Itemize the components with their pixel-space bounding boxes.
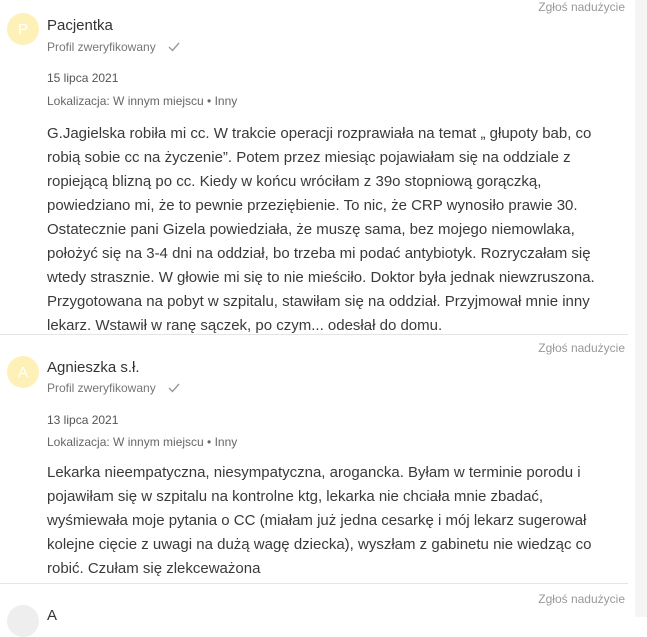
verified-profile xyxy=(47,40,180,54)
review-text-line: wyśmiewała moje pytania o CC (miałam już jedna cesarkę i mój lekarz sugerował xyxy=(47,512,587,529)
review-text-line: Przygotowana na pobyt w szpitalu, stawiłam się na oddział. Przyjmował mnie inny xyxy=(47,293,590,310)
verified-label: Profil zweryfikowany xyxy=(47,40,156,54)
review-text-line: robią sobie cc na życzenie”. Potem przez miesiąc pojawiałam się na oddziale z xyxy=(47,149,571,166)
report-abuse-link[interactable]: Zgłoś nadużycie xyxy=(538,0,625,14)
author-name[interactable]: Agnieszka s.ł. xyxy=(47,359,140,376)
review-text-line: lekarz. Wstawił w ranę sączek, po czym... odesłał do domu. xyxy=(47,317,443,334)
avatar: A xyxy=(7,356,39,388)
divider xyxy=(0,334,628,335)
verified-label: Profil zweryfikowany xyxy=(47,381,156,395)
review-text-line: powiedziano mi, że to pewnie przeziębienie. To nic, że CRP wynosiło prawie 30. xyxy=(47,197,578,214)
author-name[interactable]: A xyxy=(47,607,58,624)
review-text-line: Ostatecznie pani Gizela powiedziała, że muszę sama, bez mojego niemowlaka, xyxy=(47,221,575,238)
review-location: Lokalizacja: W innym miejscu • Inny xyxy=(47,435,238,449)
report-abuse-link[interactable]: Zgłoś nadużycie xyxy=(538,341,625,355)
avatar: P xyxy=(7,13,39,45)
review-text-line: robić. Czułam się zlekceważona xyxy=(47,560,261,577)
avatar xyxy=(7,605,39,637)
review-text xyxy=(47,461,622,581)
check-icon xyxy=(168,383,180,393)
scrollbar[interactable] xyxy=(635,0,647,617)
review-text-line: kolejne cięcie z uwagi na dużą wagę dziecka), wyszłam z gabinetu nie wiedząc co xyxy=(47,536,592,553)
review-date: 13 lipca 2021 xyxy=(47,413,119,427)
review-text-line: ropiejącą blizną po cc. Kiedy w końcu wróciłam z 39o stopniową gorączką, xyxy=(47,173,542,190)
check-icon xyxy=(168,42,180,52)
review-text-line: położyć się na 3-4 dni na oddział, bo trzeba mi podać antybiotyk. Rozryczałam się xyxy=(47,245,591,262)
divider xyxy=(0,583,628,584)
review-date: 15 lipca 2021 xyxy=(47,71,119,85)
report-abuse-link[interactable]: Zgłoś nadużycie xyxy=(538,592,625,606)
author-name[interactable]: Pacjentka xyxy=(47,17,113,34)
verified-profile xyxy=(47,381,180,395)
review-location: Lokalizacja: W innym miejscu • Inny xyxy=(47,94,238,108)
review-text-line: pojawiłam się w szpitalu na kontrolne ktg, lekarka nie chciała mnie zbadać, xyxy=(47,488,544,505)
review-text-line: Lekarka nieempatyczna, niesympatyczna, arogancka. Byłam w terminie porodu i xyxy=(47,464,581,481)
review-text-line: wtedy strasznie. W głowie mi się to nie mieściło. Doktor była jednak niewzruszona. xyxy=(47,269,595,286)
review-text xyxy=(47,122,622,338)
review-text-line: G.Jagielska robiła mi cc. W trakcie operacji rozprawiała na temat „ głupoty bab, co xyxy=(47,125,592,142)
